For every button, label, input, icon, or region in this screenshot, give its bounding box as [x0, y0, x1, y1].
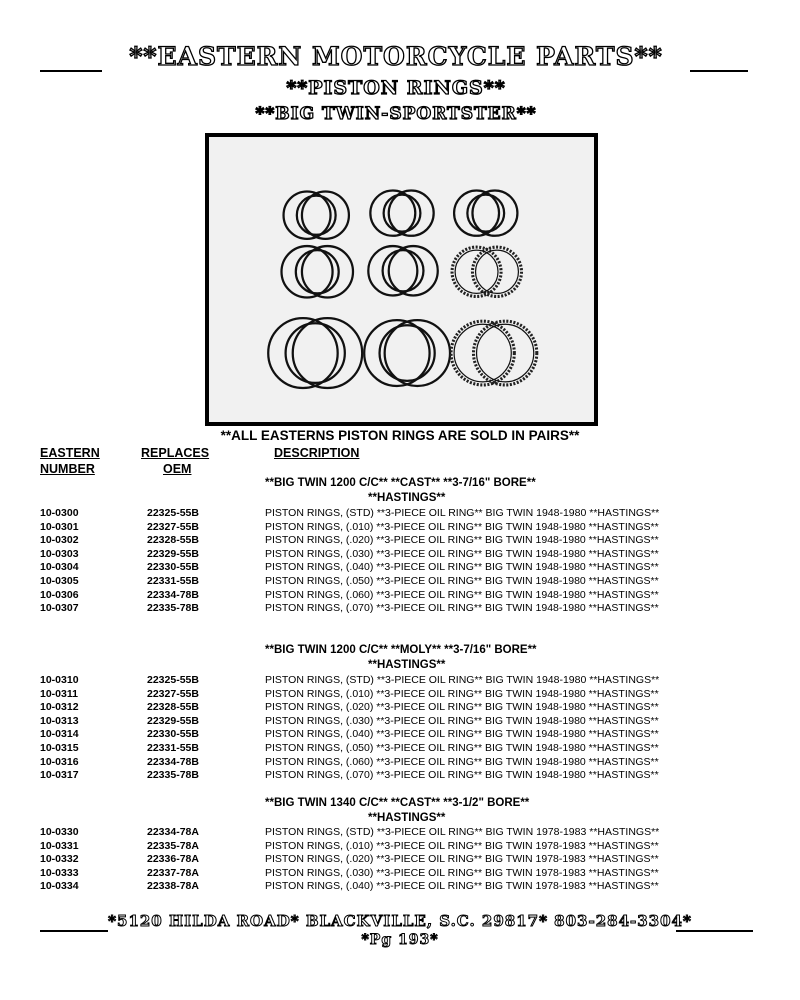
oem-number: 22327-55B	[147, 520, 199, 533]
part-description: PISTON RINGS, (.060) **3-PIECE OIL RING** BIG TWIN 1948-1980 **HASTINGS**	[265, 588, 659, 601]
part-description: PISTON RINGS, (STD) **3-PIECE OIL RING** BIG TWIN 1948-1980 **HASTINGS**	[265, 674, 660, 686]
part-description: PISTON RINGS, (.020) **3-PIECE OIL RING** BIG TWIN 1948-1980 **HASTINGS**	[265, 701, 659, 714]
part-description: PISTON RINGS, (.010) **3-PIECE OIL RING** BIG TWIN 1948-1980 **HASTINGS**	[265, 520, 659, 533]
part-description: PISTON RINGS, (.050) **3-PIECE OIL RING** BIG TWIN 1948-1980 **HASTINGS**	[265, 575, 659, 587]
part-number: 10-0312	[40, 701, 79, 714]
part-number: 10-0311	[40, 687, 78, 700]
part-description: PISTON RINGS, (.010) **3-PIECE OIL RING** BIG TWIN 1948-1980 **HASTINGS**	[265, 687, 659, 700]
part-description: PISTON RINGS, (.040) **3-PIECE OIL RING** BIG TWIN 1978-1983 **HASTINGS**	[265, 880, 659, 893]
part-number: 10-0307	[40, 602, 79, 615]
part-description: PISTON RINGS, (.030) **3-PIECE OIL RING** BIG TWIN 1948-1980 **HASTINGS**	[265, 714, 659, 727]
part-description: PISTON RINGS, (.030) **3-PIECE OIL RING** BIG TWIN 1948-1980 **HASTINGS**	[265, 547, 659, 560]
oem-number: 22329-55B	[147, 714, 199, 727]
oem-number: 22335-78A	[147, 839, 199, 852]
column-oem: OEM	[163, 462, 192, 476]
part-description: PISTON RINGS, (.020) **3-PIECE OIL RING** BIG TWIN 1978-1983 **HASTINGS**	[265, 853, 659, 866]
oem-number: 22337-78A	[147, 866, 199, 879]
part-number: 10-0303	[40, 547, 79, 560]
part-description: PISTON RINGS, (.040) **3-PIECE OIL RING** BIG TWIN 1948-1980 **HASTINGS**	[265, 728, 659, 741]
footer-page-number: *Pg 193*	[361, 932, 439, 948]
part-number: 10-0334	[40, 880, 79, 893]
column-description: DESCRIPTION	[274, 446, 360, 460]
oem-number: 22329-55B	[147, 547, 199, 560]
oem-number: 22330-55B	[147, 561, 199, 574]
oem-number: 22334-78B	[147, 755, 199, 768]
oem-number: 22335-78B	[147, 769, 199, 782]
section-brand: **HASTINGS**	[368, 659, 446, 671]
subcategory-title: **BIG TWIN-SPORTSTER**	[255, 104, 537, 124]
oem-number: 22338-78A	[147, 880, 199, 893]
part-description: PISTON RINGS, (.020) **3-PIECE OIL RING** BIG TWIN 1948-1980 **HASTINGS**	[265, 534, 659, 547]
part-description: PISTON RINGS, (STD) **3-PIECE OIL RING** BIG TWIN 1978-1983 **HASTINGS**	[265, 826, 660, 838]
category-title: **PISTON RINGS**	[286, 77, 506, 99]
part-description: PISTON RINGS, (STD) **3-PIECE OIL RING** BIG TWIN 1948-1980 **HASTINGS**	[265, 507, 660, 519]
column-replaces: REPLACES	[141, 446, 210, 460]
footer-address: *5120 HILDA ROAD* BLACKVILLE, S.C. 29817* 803-284-3304*	[108, 912, 692, 930]
part-description: PISTON RINGS, (.040) **3-PIECE OIL RING** BIG TWIN 1948-1980 **HASTINGS**	[265, 561, 659, 574]
part-number: 10-0301	[40, 520, 79, 533]
piston-rings-illustration	[209, 137, 594, 422]
part-number: 10-0305	[40, 575, 79, 587]
part-number: 10-0333	[40, 866, 79, 879]
part-description: PISTON RINGS, (.060) **3-PIECE OIL RING** BIG TWIN 1948-1980 **HASTINGS**	[265, 755, 659, 768]
oem-number: 22334-78B	[147, 588, 199, 601]
oem-number: 22325-55B	[147, 507, 199, 519]
oem-number: 22334-78A	[147, 826, 199, 838]
oem-number: 22331-55B	[147, 742, 199, 754]
sold-in-pairs-notice: **ALL EASTERNS PISTON RINGS ARE SOLD IN PAIRS**	[220, 428, 580, 443]
oem-number: 22328-55B	[147, 534, 199, 547]
part-description: PISTON RINGS, (.030) **3-PIECE OIL RING** BIG TWIN 1978-1983 **HASTINGS**	[265, 866, 659, 879]
section-heading: **BIG TWIN 1200 C/C** **MOLY** **3-7/16" BORE**	[265, 644, 537, 656]
part-number: 10-0331	[40, 839, 79, 852]
part-description: PISTON RINGS, (.050) **3-PIECE OIL RING** BIG TWIN 1948-1980 **HASTINGS**	[265, 742, 659, 754]
part-description: PISTON RINGS, (.070) **3-PIECE OIL RING** BIG TWIN 1948-1980 **HASTINGS**	[265, 602, 659, 615]
oem-number: 22335-78B	[147, 602, 199, 615]
piston-rings-photo	[205, 133, 598, 426]
column-eastern: EASTERN	[40, 446, 100, 460]
column-number: NUMBER	[40, 462, 95, 476]
section-heading: **BIG TWIN 1340 C/C** **CAST** **3-1/2" BORE**	[265, 797, 530, 809]
part-description: PISTON RINGS, (.010) **3-PIECE OIL RING** BIG TWIN 1978-1983 **HASTINGS**	[265, 839, 659, 852]
part-number: 10-0330	[40, 826, 79, 838]
oem-number: 22330-55B	[147, 728, 199, 741]
oem-number: 22328-55B	[147, 701, 199, 714]
part-number: 10-0304	[40, 561, 79, 574]
part-description: PISTON RINGS, (.070) **3-PIECE OIL RING** BIG TWIN 1948-1980 **HASTINGS**	[265, 769, 659, 782]
part-number: 10-0306	[40, 588, 79, 601]
part-number: 10-0310	[40, 674, 79, 686]
part-number: 10-0302	[40, 534, 79, 547]
section-heading: **BIG TWIN 1200 C/C** **CAST** **3-7/16" BORE**	[265, 477, 536, 489]
part-number: 10-0332	[40, 853, 79, 866]
company-title: **EASTERN MOTORCYCLE PARTS**	[129, 42, 663, 71]
section-brand: **HASTINGS**	[368, 492, 446, 504]
section-brand: **HASTINGS**	[368, 812, 446, 824]
oem-number: 22336-78A	[147, 853, 199, 866]
part-number: 10-0316	[40, 755, 79, 768]
oem-number: 22331-55B	[147, 575, 199, 587]
oem-number: 22327-55B	[147, 687, 199, 700]
part-number: 10-0315	[40, 742, 79, 754]
part-number: 10-0314	[40, 728, 79, 741]
part-number: 10-0300	[40, 507, 79, 519]
part-number: 10-0317	[40, 769, 79, 782]
part-number: 10-0313	[40, 714, 79, 727]
oem-number: 22325-55B	[147, 674, 199, 686]
